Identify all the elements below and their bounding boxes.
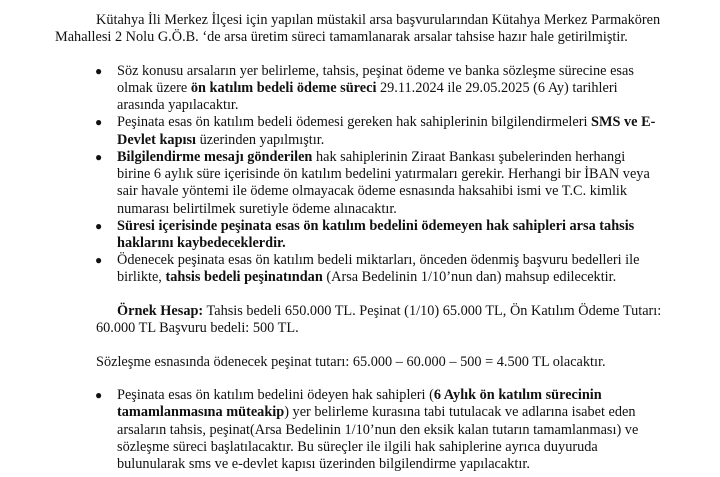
bullet-icon: [95, 149, 102, 166]
intro-line-2: Mahallesi 2 Nolu G.Ö.B. ‘de arsa üretim süreci tamamlanarak arsalar tahsise hazır hale getirilmiştir.: [55, 29, 628, 46]
b6-line-3: arsaların tahsis, peşinat(Arsa Bedelinin 1/10’nun den eksik kalan tutarın tamamlanması) ve: [117, 421, 639, 438]
b5-bold: tahsis bedeli peşinatından: [165, 269, 323, 286]
bullet-icon: [95, 252, 102, 269]
bullet-icon: [95, 387, 102, 404]
intro-line-1: Kütahya İli Merkez İlçesi için yapılan müstakil arsa başvurularından Kütahya Merkez Parmakören: [96, 12, 661, 28]
example-line-1: [117, 303, 661, 320]
b6-bold: 6 Aylık ön katılım sürecinin: [433, 387, 602, 404]
b3-line-4: numarası belirtilmek suretiyle ödeme alınacaktır.: [117, 200, 397, 217]
example-line-2: 60.000 TL Başvuru bedeli: 500 TL.: [96, 320, 299, 337]
b1-line-3: arasında yapılacaktır.: [117, 97, 239, 114]
b3-line-2: birine 6 aylık süre içerisinde ön katılım bedelini yatırmaları gerekir. Herhangi bir İBAN veya: [117, 166, 650, 182]
b4-line-2: [117, 235, 286, 252]
b2-bold-2: Devlet kapısı: [117, 131, 197, 148]
b4-bold: Süresi içerisinde peşinata esas ön katılım bedelini ödemeyen hak sahipleri arsa tahsis: [117, 217, 635, 234]
b6-line-5: bulunularak sms ve e-devlet kapısı üzerinden bilgilendirme yapılacaktır.: [117, 456, 530, 472]
b5-line-1: Ödenecek peşinata esas ön katılım bedeli miktarları, önceden ödenmiş başvuru bedelleri ile: [117, 252, 640, 269]
b1-text: olmak üzere: [117, 80, 191, 96]
b2-line-1: [117, 114, 655, 131]
b3-line-1: [117, 149, 625, 166]
b4-line-1: [117, 218, 634, 235]
b1-text-2: 29.11.2024 ile 29.05.2025 (6 Ay) tarihleri: [376, 80, 618, 96]
bullet-icon: [95, 218, 102, 235]
b6-line-1: [117, 387, 602, 404]
b5-text-2: (Arsa Bedelinin 1/10’nun dan) mahsup edilecektir.: [322, 269, 617, 286]
b5-line-2: [117, 269, 616, 286]
contract-line: Sözleşme esnasında ödenecek peşinat tutarı: 65.000 – 60.000 – 500 = 4.500 TL olacaktır.: [96, 353, 606, 370]
bullet-icon: [95, 63, 102, 80]
b1-line-2: [117, 80, 618, 97]
b2-line-2: [117, 132, 324, 149]
b6-text-2: ) yer belirleme kurasına tabi tutulacak ve adlarına isabet eden: [284, 404, 636, 421]
example-label: Örnek Hesap:: [117, 302, 204, 319]
b6-text: Peşinata esas ön katılım bedelini ödeyen hak sahipleri (: [117, 387, 434, 404]
b4-bold-2: haklarını kaybedeceklerdir.: [117, 234, 286, 251]
b1-line-1: Söz konusu arsaların yer belirleme, tahsis, peşinat ödeme ve banka sözleşme sürecine esas: [117, 62, 634, 79]
b2-bold: SMS ve E-: [591, 114, 656, 131]
b6-bold-2: tamamlanmasına müteakip: [117, 404, 285, 421]
b1-bold: ön katılım bedeli ödeme süreci: [190, 80, 377, 96]
b3-bold: Bilgilendirme mesajı gönderilen: [117, 148, 313, 165]
example-text: Tahsis bedeli 650.000 TL. Peşinat (1/10) 65.000 TL, Ön Katılım Ödeme Tutarı:: [203, 302, 662, 319]
bullet-icon: [95, 114, 102, 131]
b3-line-3: sair havale yöntemi ile ödeme olmayacak ödeme esnasında haksahibi ismi ve T.C. kimlik: [117, 183, 628, 200]
b2-text-2: üzerinden yapılmıştır.: [196, 131, 325, 148]
b6-line-2: [117, 404, 636, 421]
b3-text: hak sahiplerinin Ziraat Bankası şubelerinden herhangi: [312, 148, 626, 165]
b5-text: birlikte,: [117, 269, 166, 286]
b6-line-4: sözleşme süreci başlatılacaktır. Bu süreçler ile ilgili hak sahiplerine ayrıca duyuruda: [117, 438, 598, 455]
b2-text: Peşinata esas ön katılım bedeli ödemesi gereken hak sahiplerinin bilgilendirmeleri: [117, 114, 592, 131]
